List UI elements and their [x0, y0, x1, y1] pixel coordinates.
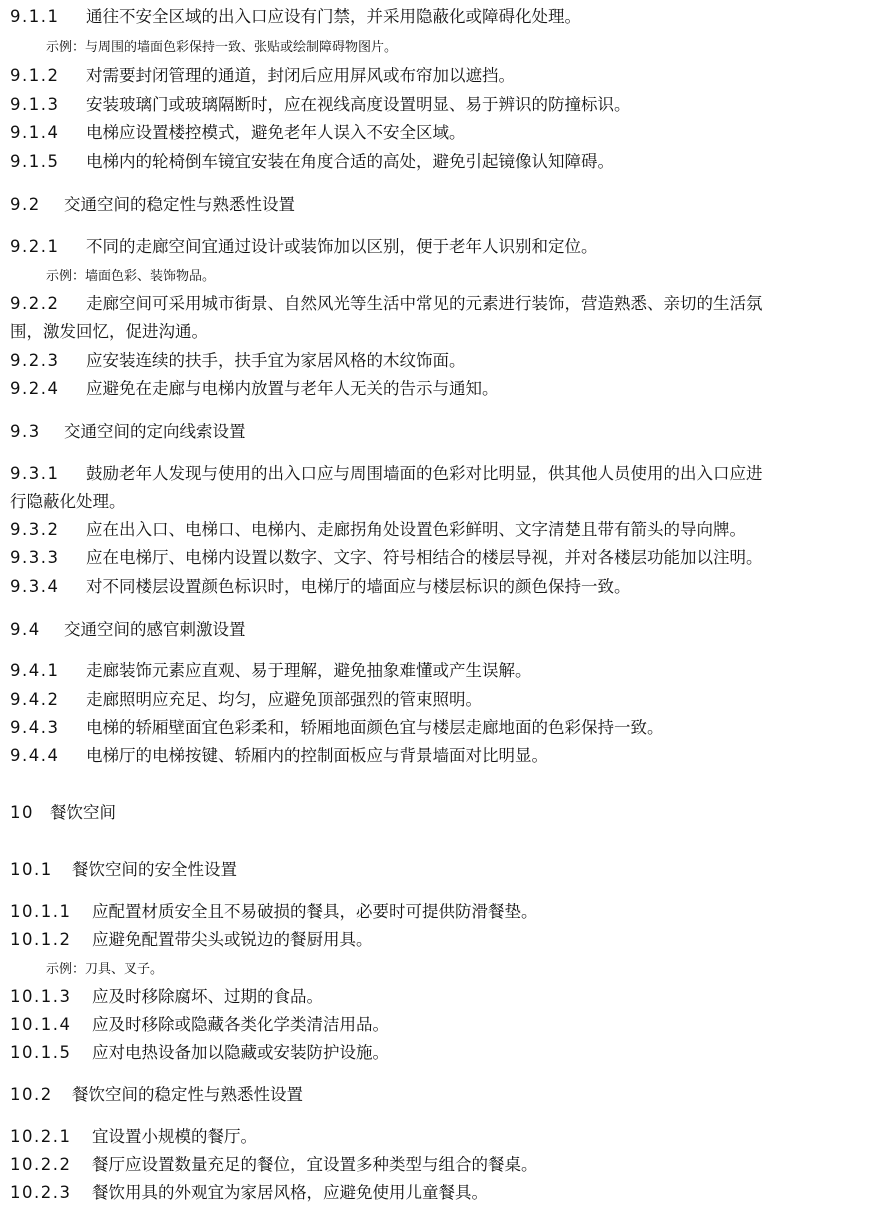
clause-text: 不同的走廊空间宜通过设计或装饰加以区别，便于老年人识别和定位。 — [86, 237, 598, 256]
clause-number: 9.2.2 — [10, 294, 60, 313]
clause-number: 9.4.4 — [10, 746, 60, 765]
clause-number: 10.2.3 — [10, 1183, 72, 1202]
section-title: 餐饮空间的安全性设置 — [72, 860, 237, 879]
clause-text: 电梯内的轮椅倒车镜宜安装在角度合适的高处，避免引起镜像认知障碍。 — [86, 152, 614, 171]
section-title: 交通空间的感官刺激设置 — [64, 620, 246, 639]
clause-number: 9.3.2 — [10, 520, 60, 539]
clause-line — [10, 350, 466, 372]
clause-text: 应避免配置带尖头或锐边的餐厨用具。 — [92, 930, 373, 949]
clause-text: 鼓励老年人发现与使用的出入口应与周围墙面的色彩对比明显，供其他人员使用的出入口应进 — [86, 464, 763, 483]
clause-number: 9.4.2 — [10, 690, 60, 709]
clause-number: 9.1.1 — [10, 7, 60, 26]
section-number: 10.1 — [10, 860, 53, 879]
clause-text: 宜设置小规模的餐厅。 — [92, 1127, 257, 1146]
clause-text: 通往不安全区域的出入口应设有门禁，并采用隐蔽化或障碍化处理。 — [86, 7, 581, 26]
clause-text: 安装玻璃门或玻璃隔断时，应在视线高度设置明显、易于辨识的防撞标识。 — [86, 95, 631, 114]
clause-line — [10, 689, 482, 711]
section-number: 9.4 — [10, 620, 41, 639]
clause-text: 应及时移除或隐藏各类化学类清洁用品。 — [92, 1015, 389, 1034]
clause-text: 围，激发回忆，促进沟通。 — [10, 322, 208, 341]
clause-line — [10, 547, 763, 569]
clause-line — [10, 1042, 389, 1064]
clause-number: 9.3.1 — [10, 464, 60, 483]
clause-number: 9.1.5 — [10, 152, 60, 171]
clause-number: 10.2.1 — [10, 1127, 72, 1146]
clause-number: 10.1.3 — [10, 987, 72, 1006]
chapter-number: 10 — [10, 803, 34, 822]
clause-line — [10, 6, 581, 28]
example-text: 示例：墙面色彩、装饰物品。 — [46, 269, 216, 284]
section-heading — [10, 194, 295, 216]
clause-number: 9.4.3 — [10, 718, 60, 737]
clause-number: 9.1.3 — [10, 95, 60, 114]
clause-line — [10, 1154, 538, 1176]
clause-number: 10.1.4 — [10, 1015, 72, 1034]
example-text: 示例：与周围的墙面色彩保持一致、张贴或绘制障碍物图片。 — [46, 40, 398, 55]
clause-text: 电梯应设置楼控模式，避免老年人误入不安全区域。 — [86, 123, 466, 142]
clause-number: 9.2.4 — [10, 379, 60, 398]
clause-number: 10.1.1 — [10, 902, 72, 921]
clause-number: 10.1.2 — [10, 930, 72, 949]
clause-line — [10, 576, 631, 598]
clause-line — [10, 378, 499, 400]
clause-text: 应避免在走廊与电梯内放置与老年人无关的告示与通知。 — [86, 379, 499, 398]
clause-line — [10, 293, 763, 315]
clause-number: 9.1.4 — [10, 123, 60, 142]
clause-line — [10, 122, 466, 144]
clause-number: 9.2.1 — [10, 237, 60, 256]
clause-number: 10.1.5 — [10, 1043, 72, 1062]
section-number: 9.2 — [10, 195, 41, 214]
clause-line — [10, 463, 763, 485]
clause-line — [10, 745, 548, 767]
clause-text: 走廊空间可采用城市街景、自然风光等生活中常见的元素进行装饰，营造熟悉、亲切的生活氛 — [86, 294, 763, 313]
clause-text: 电梯的轿厢壁面宜色彩柔和，轿厢地面颜色宜与楼层走廊地面的色彩保持一致。 — [86, 718, 664, 737]
section-title: 交通空间的稳定性与熟悉性设置 — [64, 195, 295, 214]
clause-text: 对不同楼层设置颜色标识时，电梯厅的墙面应与楼层标识的颜色保持一致。 — [86, 577, 631, 596]
clause-text: 对需要封闭管理的通道，封闭后应用屏风或布帘加以遮挡。 — [86, 66, 515, 85]
example-note — [46, 959, 163, 981]
clause-text: 应配置材质安全且不易破损的餐具，必要时可提供防滑餐垫。 — [92, 902, 538, 921]
clause-line — [10, 1014, 389, 1036]
clause-text: 餐厅应设置数量充足的餐位，宜设置多种类型与组合的餐桌。 — [92, 1155, 538, 1174]
clause-continuation — [10, 491, 126, 513]
clause-line — [10, 986, 323, 1008]
example-note — [46, 37, 397, 59]
clause-text: 应在电梯厅、电梯内设置以数字、文字、符号相结合的楼层导视，并对各楼层功能加以注明。 — [86, 548, 763, 567]
section-title: 交通空间的定向线索设置 — [64, 422, 246, 441]
clause-number: 9.4.1 — [10, 661, 60, 680]
clause-line — [10, 660, 532, 682]
clause-text: 走廊照明应充足、均匀，应避免顶部强烈的管束照明。 — [86, 690, 482, 709]
clause-line — [10, 929, 373, 951]
clause-text: 应在出入口、电梯口、电梯内、走廊拐角处设置色彩鲜明、文字清楚且带有箭头的导向牌。 — [86, 520, 746, 539]
clause-line — [10, 151, 614, 173]
section-heading — [10, 421, 246, 443]
chapter-title: 餐饮空间 — [50, 803, 116, 822]
clause-line — [10, 1182, 488, 1204]
clause-number: 10.2.2 — [10, 1155, 72, 1174]
clause-text: 应对电热设备加以隐藏或安装防护设施。 — [92, 1043, 389, 1062]
example-note — [46, 266, 215, 288]
clause-line — [10, 94, 631, 116]
section-heading — [10, 1084, 303, 1106]
clause-number: 9.1.2 — [10, 66, 60, 85]
clause-text: 行隐蔽化处理。 — [10, 492, 126, 511]
clause-number: 9.3.3 — [10, 548, 60, 567]
clause-line — [10, 717, 664, 739]
chapter-heading — [10, 802, 116, 824]
clause-text: 应安装连续的扶手，扶手宜为家居风格的木纹饰面。 — [86, 351, 466, 370]
clause-continuation — [10, 321, 208, 343]
clause-line — [10, 65, 515, 87]
clause-line — [10, 901, 538, 923]
clause-line — [10, 519, 746, 541]
section-heading — [10, 619, 246, 641]
section-number: 10.2 — [10, 1085, 53, 1104]
example-text: 示例：刀具、叉子。 — [46, 962, 164, 977]
clause-number: 9.2.3 — [10, 351, 60, 370]
clause-text: 应及时移除腐坏、过期的食品。 — [92, 987, 323, 1006]
section-title: 餐饮空间的稳定性与熟悉性设置 — [72, 1085, 303, 1104]
clause-text: 餐饮用具的外观宜为家居风格，应避免使用儿童餐具。 — [92, 1183, 488, 1202]
clause-number: 9.3.4 — [10, 577, 60, 596]
clause-line — [10, 236, 598, 258]
clause-line — [10, 1126, 257, 1148]
section-number: 9.3 — [10, 422, 41, 441]
clause-text: 走廊装饰元素应直观、易于理解，避免抽象难懂或产生误解。 — [86, 661, 532, 680]
clause-text: 电梯厅的电梯按键、轿厢内的控制面板应与背景墙面对比明显。 — [86, 746, 548, 765]
section-heading — [10, 859, 237, 881]
